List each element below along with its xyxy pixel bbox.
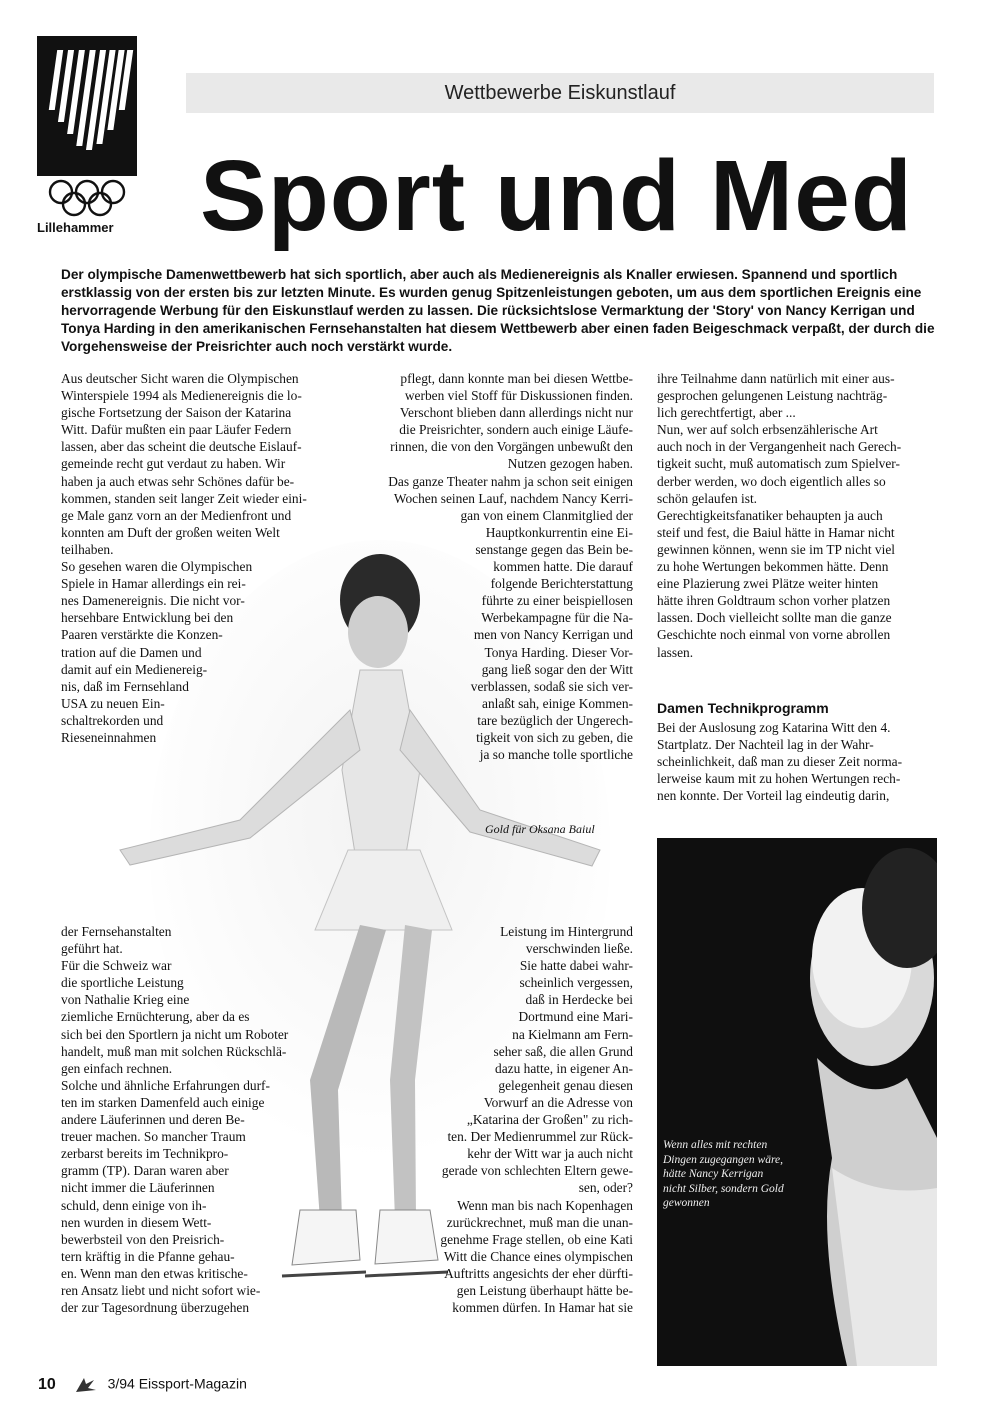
column-3-top: ihre Teilnahme dann natürlich mit einer aus- gesprochen gelungenen Leistung nachträg- lich gerechtfertigt, aber ... Nun, wer auf solch erbsenzählerische Art auch noch in der Vergangenheit nach Gerech- tigkeit sucht, muß automatisch zum Spielver- derber werden, wo doch eigentlich alles so schön gelaufen ist. Gerechtigkeitsfanatiker behaupten ja auch steif und fest, die Baiul hätte in Hamar nicht gewinnen können, wenn sie im TP nicht viel zu hohe Wertungen bekommen hätte. Denn eine Plazierung zwei Plätze weiter hinten hätte ihren Goldtraum schon vorher platzen lassen. Doch vielleicht sollte man die ganze Geschichte noch einmal von vorne abrollen lassen. bbox=[657, 371, 902, 660]
column-1-bottom: der Fernsehanstalten geführt hat. Für die Schweiz war die sportliche Leistung von Nathalie Krieg eine ziemliche Ernüchterung, aber da es sich bei den Sportlern ja nicht um Roboter handelt, muß man mit solchen Rückschlä- gen einfach rechnen. Solche und ähnliche Erfahrungen durf- ten im starken Damenfeld auch einige andere Läuferinnen und deren Be- treuer machen. So mancher Traum zerbarst bereits im Technikpro- gramm (TP). Daran waren aber nicht immer die Läuferinnen schuld, denn einige von ih- nen wurden in diesem Wett- bewerbsteil von den Preisrich- tern kräftig in die Pfanne gehau- en. Wenn man den etwas kritische- ren Ansatz liebt und nicht sofort wie- der zur Tagesordnung überzugehen bbox=[61, 924, 289, 1316]
section-title: Wettbewerbe Eiskunstlauf bbox=[444, 82, 676, 104]
page-footer bbox=[38, 1374, 438, 1396]
skater-logo-icon bbox=[72, 1374, 98, 1396]
caption-skater: Gold für Oksana Baiul bbox=[485, 822, 595, 836]
lead-paragraph: Der olympische Damenwettbewerb hat sich sportlich, aber auch als Medienereignis als Knaller erwiesen. Spannend und sportlich erstklassig von der ersten bis zur letzten Minute. Es wurden genug Spitzenleistungen geboten, um aus dem sportlichen Ereignis eine hervorragende Werbung für den Eiskunstlauf werden zu lassen. Die rücksichtslose Vermarktung der 'Story' von Nancy Kerrigan und Tonya Harding in den amerikanischen Fernsehanstalten hat diesem Wettbewerb aber einen faden Beigeschmack verpaßt, der durch die Vorgehensweise der Preisrichter auch noch verstärkt wurde. bbox=[61, 267, 935, 354]
portrait-photo bbox=[657, 838, 937, 1366]
caption-portrait: Wenn alles mit rechten Dingen zugegangen wäre, hätte Nancy Kerrigan nicht Silber, sondern Gold gewonnen bbox=[663, 1139, 784, 1209]
logo-label: Lillehammer bbox=[37, 220, 114, 235]
subhead: Damen Technikprogramm bbox=[657, 700, 829, 716]
portrait-illustration bbox=[657, 838, 937, 1366]
page-number: 10 bbox=[38, 1375, 56, 1393]
lillehammer-logo bbox=[37, 36, 137, 246]
section-band bbox=[186, 73, 934, 113]
column-2-bottom: Leistung im Hintergrund verschwinden ließe. Sie hatte dabei wahr- scheinlich vergessen, daß in Herdecke bei Dortmund eine Mari- na Kielmann am Fern- seher saß, die allen Grund dazu hatte, in eigener An- gelegenheit genau diesen Vorwurf an die Adresse von „Katarina der Großen" zu rich- ten. Der Medienrummel zur Rück- kehr der Witt war ja auch nicht gerade von schlechten Eltern gewe- sen, oder? Wenn man bis nach Kopenhagen zurückrechnet, muß man die unan- genehme Frage stellen, ob eine Kati Witt die Chance eines olympischen Auftritts angesichts der eher dürfti- gen Leistung überhaupt hätte be- kommen dürfen. In Hamar hat sie bbox=[440, 924, 633, 1316]
column-3-bottom: Bei der Auslosung zog Katarina Witt den 4. Startplatz. Der Nachteil lag in der Wahr- scheinlichkeit, daß man zu dieser Zeit norma- lerweise kaum mit zu hohen Wertungen rech- nen konnte. Der Vorteil lag eindeutig darin, bbox=[657, 720, 903, 804]
issue-label: 3/94 Eissport-Magazin bbox=[107, 1375, 247, 1392]
olympic-rings-icon bbox=[45, 178, 137, 226]
headline: Sport und Med bbox=[200, 140, 913, 252]
column-1-top: Aus deutscher Sicht waren die Olympischen Winterspiele 1994 als Medienereignis die lo- gische Fortsetzung der Saison der Katarina Witt. Dafür mußten ein paar Läufer Federn lassen, aber das scheint die deutsche Eislauf- gemeinde recht gut verdaut zu haben. Wir haben ja auch etwas sehr Schönes dafür be- kommen, standen seit langer Zeit wieder eini- ge Male ganz vorn an der Medienfront und konnten am Duft der großen weiten Welt teilhaben. So gesehen waren die Olympischen Spiele in Hamar allerdings ein rei- nes Damenereignis. Die nicht vor- hersehbare Entwicklung bei den Paaren verstärkte die Konzen- tration auf die Damen und damit auf ein Medienereig- nis, daß im Fernsehland USA zu neuen Ein- schaltrekorden und Rieseneinnahmen bbox=[61, 371, 307, 745]
logo-pictogram bbox=[37, 36, 137, 176]
column-2-top: pflegt, dann konnte man bei diesen Wettbe- werben viel Stoff für Diskussionen finden. Verschont blieben dann allerdings nicht nur die Preisrichter, sondern auch einige Läufe- rinnen, die von den Vorgängen unbewußt den Nutzen gezogen haben. Das ganze Theater nahm ja schon seit einigen Wochen seinen Lauf, nachdem Nancy Kerri- gan von einem Clanmitglied der Hauptkonkurrentin eine Ei- senstange gegen das Bein be- kommen hatte. Die darauf folgende Berichterstattung führte zu einer beispiellosen Werbekampagne für die Na- men von Nancy Kerrigan und Tonya Harding. Dieser Vor- gang ließ sogar den der Witt verblassen, sodaß sie sich ver- anlaßt sah, einige Kommen- tare bezüglich der Ungerech- tigkeit von sich zu geben, die ja so manche tolle sportliche bbox=[388, 371, 633, 763]
